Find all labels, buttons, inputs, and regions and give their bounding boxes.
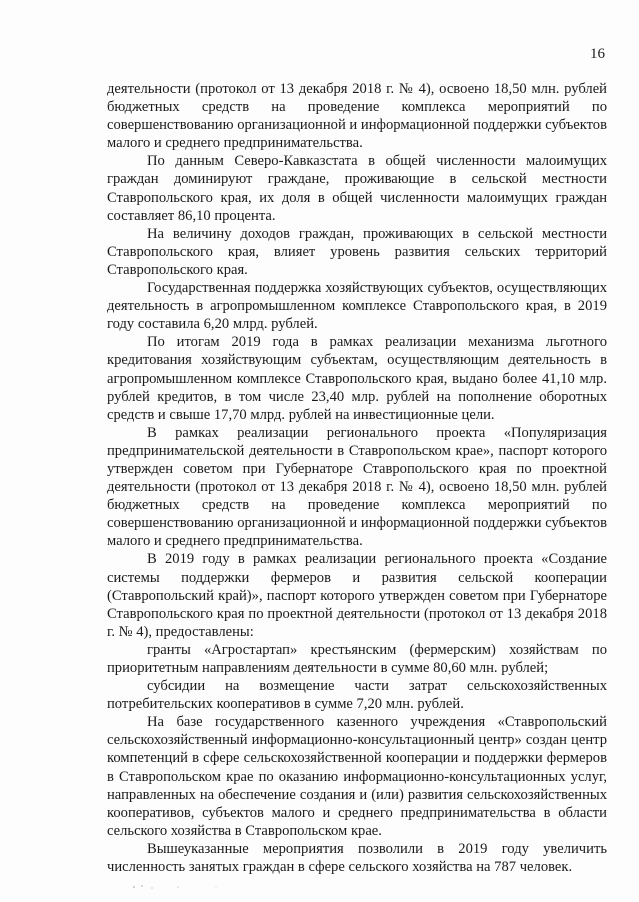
paragraph-2: По данным Северо-Кавказстата в общей численности малоимущих граждан доминируют граждане, проживающие в сельской местности Ставропольского края, их доля в общей численности малоимущих граждан составляет 86,10 процента. bbox=[107, 153, 607, 224]
paragraph-3: На величину доходов граждан, проживающих в сельской местности Ставропольского края, влияет уровень развития сельских территорий Ставропольского края. bbox=[107, 225, 607, 278]
paragraph-5: По итогам 2019 года в рамках реализации механизма льготного кредитования хозяйствующим субъектам, осуществляющим деятельность в агропромышленном комплексе Ставропольского края, выдано более 41,10 млр. рублей кредитов, в том числе 23,40 млр. рублей на пополнение оборотных средств и свыше 17,70 млрд. рублей на инвестиционные цели. bbox=[107, 334, 607, 423]
scan-artifact bbox=[130, 884, 250, 890]
paragraph-8: гранты «Агростартап» крестьянским (фермерским) хозяйствам по приоритетным направлениям деятельности в сумме 80,60 млн. рублей; bbox=[107, 641, 607, 676]
paragraph-10: На базе государственного казенного учреждения «Ставропольский сельскохозяйственный информационно-консультационный центр» создан центр компетенций в сфере сельскохозяйственной кооперации и поддержки фермеров в Ставропольском крае по оказанию информационно-консультационных услуг, направленных на обеспечение создания и (или) развития сельскохозяйственных кооперативов, субъектов малого и среднего предпринимательства в области сельского хозяйства в Ставропольском крае. bbox=[107, 714, 607, 839]
paragraph-11: Вышеуказанные мероприятия позволили в 2019 году увеличить численность занятых граждан в сфере сельского хозяйства на 787 человек. bbox=[107, 840, 607, 876]
page-number: 16 bbox=[590, 46, 605, 62]
document-body bbox=[107, 80, 607, 876]
paragraph-6: В рамках реализации регионального проекта «Популяризация предпринимательской деятельности в Ставропольском крае», паспорт которого утвержден советом при Губернаторе Ставропольского края по проектной деятельности (протокол от 13 декабря 2018 г. № 4), освоено 18,50 млн. рублей бюджетных средств на проведение комплекса мероприятий по совершенствованию организационной и информационной поддержки субъектов малого и среднего предпринимательства. bbox=[107, 424, 607, 550]
paragraph-1: деятельности (протокол от 13 декабря 2018 г. № 4), освоено 18,50 млн. рублей бюджетных средств на проведение комплекса мероприятий по совершенствованию организационной и информационной поддержки субъектов малого и среднего предпринимательства. bbox=[107, 81, 607, 152]
paragraph-7: В 2019 году в рамках реализации регионального проекта «Создание системы поддержки фермеров и развития сельской кооперации (Ставропольский край)», паспорт которого утвержден советом при Губернаторе Ставропольского края по проектной деятельности (протокол от 13 декабря 2018 г. № 4), предоставлены: bbox=[107, 551, 607, 640]
paragraph-9: субсидии на возмещение части затрат сельскохозяйственных потребительских кооперативов в сумме 7,20 млн. рублей. bbox=[107, 678, 607, 713]
paragraph-4: Государственная поддержка хозяйствующих субъектов, осуществляющих деятельность в агропромышленном комплексе Ставропольского края, в 2019 году составила 6,20 млрд. рублей. bbox=[107, 280, 607, 333]
